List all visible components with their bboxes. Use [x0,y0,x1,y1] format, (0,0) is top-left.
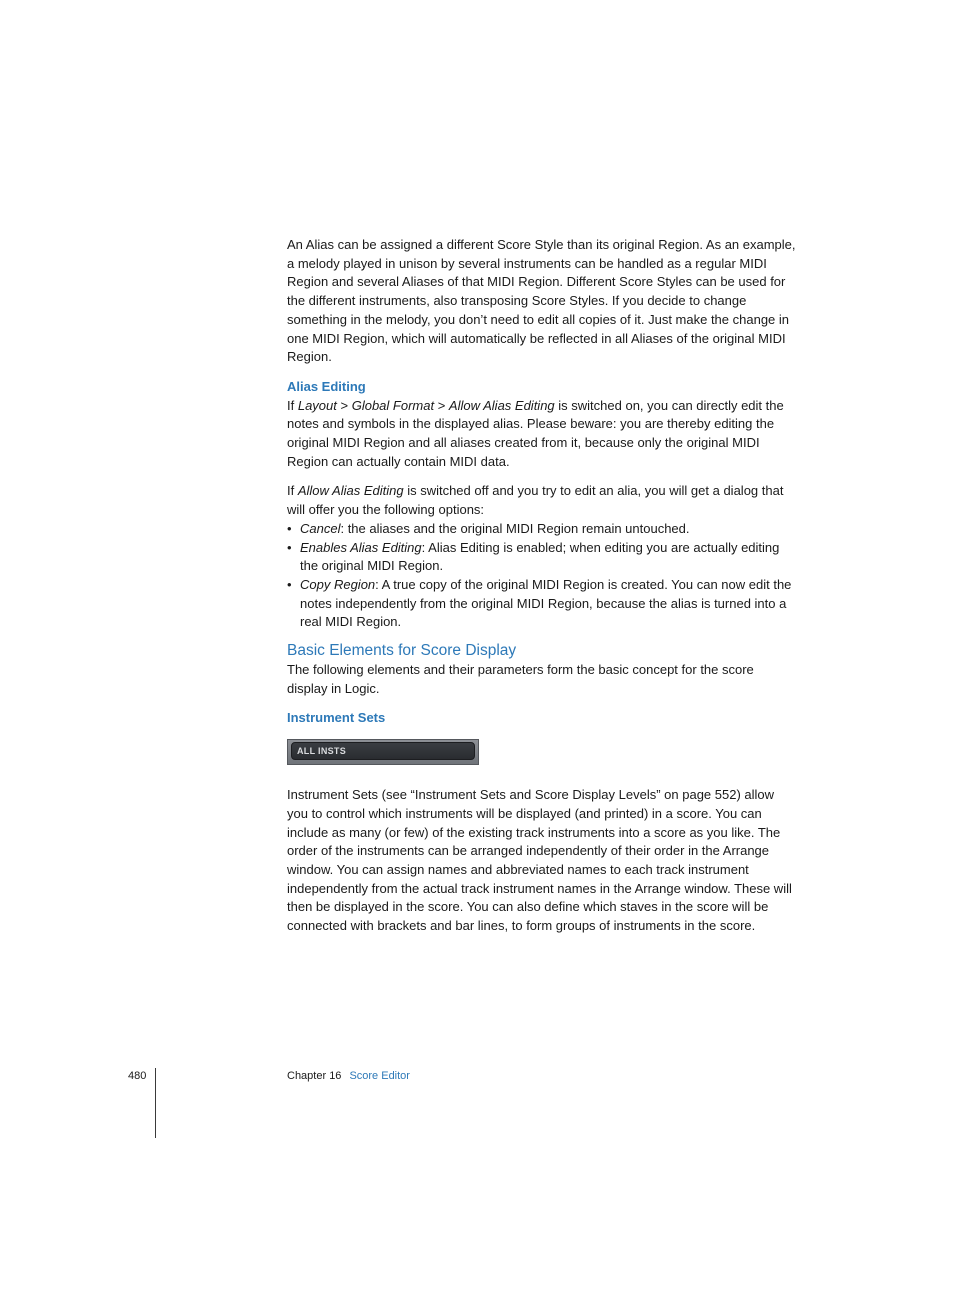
footer-chapter [287,1070,410,1082]
instrument-set-label: ALL INSTS [291,742,475,760]
menu-layout: Layout [297,397,337,413]
option-name: Cancel [300,520,341,536]
chapter-number: Chapter 16 [287,1070,342,1082]
option-description: : A true copy of the original MIDI Region is created. You can now edit the notes independently from the original MIDI Region, because the alias is turned into a real MIDI Region. [300,576,792,630]
menu-global-format: Global Format [351,397,435,413]
chapter-title: Score Editor [349,1070,410,1082]
option-allow-alias-editing: Allow Alias Editing [297,483,404,499]
alias-editing-paragraph-1 [287,397,797,472]
text-if: If [287,483,298,499]
menu-allow-alias-editing: Allow Alias Editing [448,397,555,413]
instrument-set-selector[interactable] [287,739,479,765]
basic-elements-paragraph: The following elements and their parameters form the basic concept for the score display in Logic. [287,662,754,696]
paragraph-text: is switched off and you try to edit an alia, you will get a dialog that will offer you the following options: [287,483,784,518]
option-name: Enables Alias Editing [300,539,422,555]
list-item [287,576,797,632]
footer-divider [155,1068,156,1138]
option-description: : Alias Editing is enabled; when editing you are actually editing the original MIDI Region. [300,539,780,574]
instrument-sets-heading: Instrument Sets [287,710,386,726]
option-description: : the aliases and the original MIDI Region remain untouched. [340,520,690,536]
option-name: Copy Region [300,576,376,592]
menu-separator: > [434,397,449,413]
list-item [287,539,797,576]
text-if: If [287,397,298,413]
bullet-icon: • [287,539,292,555]
bullet-icon: • [287,576,292,592]
alias-editing-paragraph-2 [287,482,797,519]
basic-elements-heading: Basic Elements for Score Display [287,642,517,660]
alias-editing-heading: Alias Editing [287,378,366,394]
options-list [287,520,797,632]
menu-separator: > [336,397,352,413]
page-content [287,236,797,936]
bullet-icon: • [287,520,292,536]
intro-paragraph: An Alias can be assigned a different Score Style than its original Region. As an example, a melody played in unison by several instruments can be handled as a regular MIDI Region and several Aliases of that MIDI Region. Different Score Styles can be used for the different instruments, also transposing Score Styles. If you decide to change something in the melody, you don’t need to edit all copies of it. Just make the change in one MIDI Region, which will automatically be reflected in all Aliases of the original MIDI Region. [287,237,796,365]
paragraph-text: is switched on, you can directly edit the notes and symbols in the displayed alias. Please beware: you are thereby editing the original MIDI Region and all aliases created from it, because only the original MIDI Region can actually contain MIDI data. [287,397,784,469]
page-number: 480 [128,1070,147,1082]
list-item [287,520,797,539]
instrument-sets-paragraph: Instrument Sets (see “Instrument Sets and Score Display Levels” on page 552) allow you to control which instruments will be displayed (and printed) in a score. You can include as many (or few) of the existing track instruments into a score as you like. The order of the instruments can be arranged independently of their order in the Arrange window. You can assign names and abbreviated names to each track instrument independently from the actual track instrument names in the Arrange window. These will then be displayed in the score. You can also define which staves in the score will be connected with brackets and bar lines, to form groups of instruments in the score. [287,787,792,934]
